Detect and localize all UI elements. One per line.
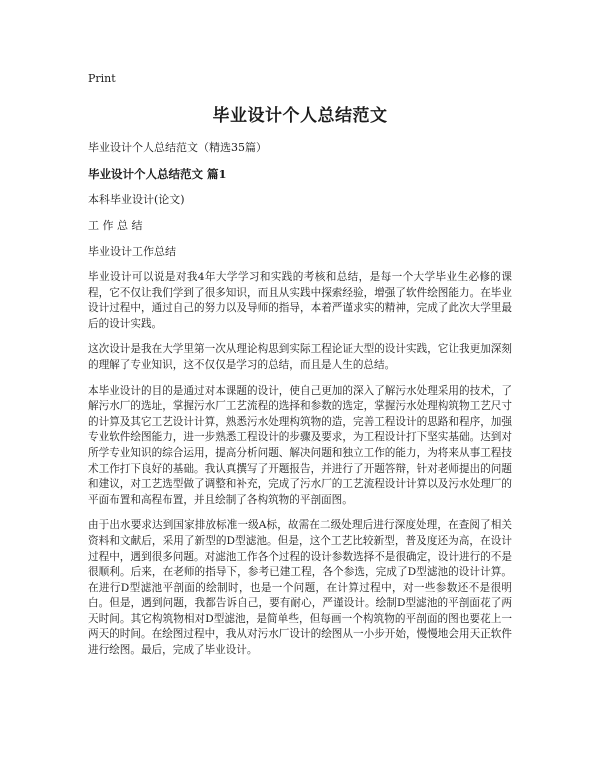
document-page bbox=[88, 72, 512, 669]
print-label: Print bbox=[88, 72, 116, 85]
document-title: 毕业设计个人总结范文 bbox=[212, 106, 388, 126]
paragraph-1: 毕业设计可以说是对我4年大学学习和实践的考核和总结，是每一个大学毕业生必修的课程，它不仅让我们学到了很多知识，而且从实践中探索经验，增强了软件绘图能力。在毕业设计过程中，通过自己的努力以及导师的指导，本着严谨求实的精神，完成了此次大学里最后的设计实践。 bbox=[88, 271, 512, 330]
thesis-label: 本科毕业设计(论文) bbox=[88, 193, 185, 206]
design-summary-label: 毕业设计工作总结 bbox=[88, 245, 176, 258]
paragraph-4: 由于出水要求达到国家排放标准一级A标，故需在二级处理后进行深度处理，在查阅了相关资料和文献后，采用了新型的D型滤池。但是，这个工艺比较新型，普及度还为高，在设计过程中，遇到很多问题。对滤池工作各个过程的设计参数选择不是很确定，设计进行的不是很顺利。后来，在老师的指导下，参考已建工程，各个参选，完成了D型滤池的设计计算。在进行D型滤池平剖面的绘制时，也是一个问题，在计算过程中，对一些参数还不是很明白。但是，遇到问题，我都告诉自己，要有耐心，严谨设计。绘制D型滤池的平剖面花了两天时间。其它构筑物相对D型滤池，是简单些，但每画一个构筑物的平剖面的图也要花上一两天的时间。在绘图过程中，我从对污水厂设计的绘图从一小步开始，慢慢地会用天正软件进行绘图。最后，完成了毕业设计。 bbox=[88, 519, 512, 657]
section-heading: 毕业设计个人总结范文 篇1 bbox=[88, 167, 227, 181]
document-subtitle: 毕业设计个人总结范文（精选35篇） bbox=[88, 141, 267, 154]
work-summary-label: 工 作 总 结 bbox=[88, 219, 143, 232]
paragraph-2: 这次设计是我在大学里第一次从理论构思到实际工程论证大型的设计实践，它让我更加深刻的理解了专业知识，这不仅仅是学习的总结，而且是人生的总结。 bbox=[88, 343, 512, 371]
paragraph-3: 本毕业设计的目的是通过对本课题的设计，使自己更加的深入了解污水处理采用的技术，了解污水厂的选址，掌握污水厂工艺流程的选择和参数的选定，掌握污水处理构筑物工艺尺寸的计算及其它工艺设计计算，熟悉污水处理构筑物的造，完善工程设计的思路和程序，加强专业软件绘图能力，进一步熟悉工程设计的步骤及要求，为工程设计打下坚实基础。达到对所学专业知识的综合运用，提高分析问题、解决问题和独立工作的能力，为将来从事工程技术工作打下良好的基础。我认真撰写了开题报告，并进行了开题答辩，针对老师提出的问题和建议，对工艺选型做了调整和补充，完成了污水厂的工艺流程设计计算以及污水处理厂的平面布置和高程布置，并且绘制了各构筑物的平剖面图。 bbox=[88, 384, 512, 506]
